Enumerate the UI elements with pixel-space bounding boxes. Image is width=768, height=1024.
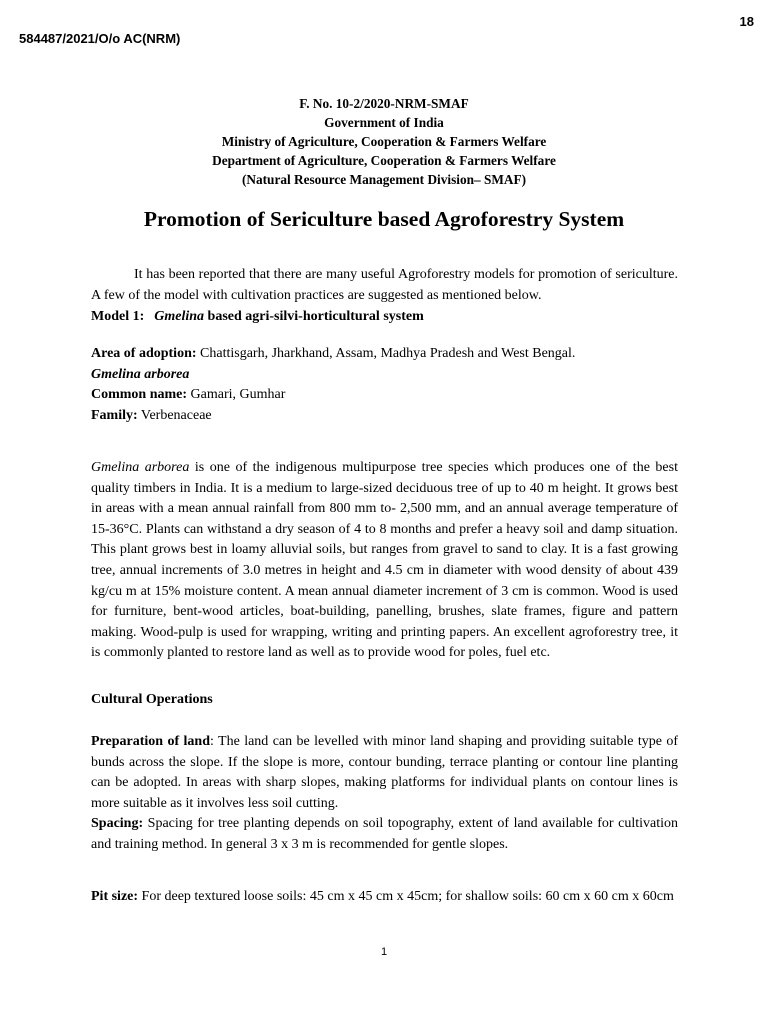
adoption-label: Area of adoption: xyxy=(91,346,197,361)
description-species: Gmelina arborea xyxy=(91,460,190,475)
model-species: Gmelina xyxy=(154,309,205,324)
model-heading xyxy=(91,307,678,328)
page-number-bottom: 1 xyxy=(380,946,388,958)
cultural-operations-section xyxy=(91,732,678,856)
family-value: Verbenaceae xyxy=(137,407,212,423)
common-value: Gamari, Gumhar xyxy=(187,387,286,403)
file-reference: 584487/2021/O/o AC(NRM) xyxy=(19,31,181,46)
ministry-line: Ministry of Agriculture, Cooperation & Farmers Welfare xyxy=(221,134,547,149)
division-line: (Natural Resource Management Division– SMAF) xyxy=(241,172,527,187)
pit-size-text: For deep textured loose soils: 45 cm x 45 cm x 45cm; for shallow soils: 60 cm x 60 cm x 60cm xyxy=(138,889,674,904)
preparation-text: : The land can be levelled with minor land shaping and providing suitable type of bunds across the slope. If the slope is more, contour bunding, terrace planting or contour line planting can be adopted. In areas with sharp slopes, making platforms for individual plants on contour lines is more suitable as it involves less soil cutting. xyxy=(91,734,678,811)
intro-paragraph: It has been reported that there are many useful Agroforestry models for promotion of sericulture. A few of the model with cultivation practices are suggested as mentioned below. xyxy=(91,267,678,303)
preparation-paragraph xyxy=(91,732,678,814)
species-facts xyxy=(91,344,678,426)
document-title: Promotion of Sericulture based Agroforestry System xyxy=(143,207,625,231)
model-rest: based agri-silvi-horticultural system xyxy=(204,309,424,324)
family-label: Family: xyxy=(91,407,138,423)
pit-size-label: Pit size: xyxy=(91,889,139,904)
preparation-label: Preparation of land xyxy=(91,734,210,749)
adoption-value: Chattisgarh, Jharkhand, Assam, Madhya Pradesh and West Bengal. xyxy=(196,346,576,361)
area-of-adoption xyxy=(91,344,678,365)
spacing-text: Spacing for tree planting depends on soil topography, extent of land available for cultivation and training method. In general 3 x 3 m is recommended for gentle slopes. xyxy=(91,816,678,852)
department-line: Department of Agriculture, Cooperation & Farmers Welfare xyxy=(212,153,556,168)
species-name: Gmelina arborea xyxy=(91,366,190,382)
pit-size-paragraph xyxy=(91,887,678,908)
common-label: Common name: xyxy=(91,387,188,403)
file-number: F. No. 10-2/2020-NRM-SMAF xyxy=(299,96,469,111)
family xyxy=(91,406,678,427)
spacing-paragraph xyxy=(91,814,678,855)
model-label: Model 1: xyxy=(91,309,145,324)
species-description xyxy=(91,458,678,664)
common-name xyxy=(91,385,678,406)
description-text: is one of the indigenous multipurpose tree species which produces one of the best quality timbers in India. It is a medium to large-sized deciduous tree of up to 40 m height. It grows best in areas with a mean annual rainfall from 800 mm to- 2,500 mm, and an annual average temperature of 15-36°C. Plants can withstand a dry season of 4 to 8 months and prefer a heavy soil and damp situation. This plant grows best in loamy alluvial soils, but ranges from gravel to sand to clay. It is a fast growing tree, annual increments of 3.0 metres in height and 4.5 cm in diameter with wood density of about 439 kg/cu m at 15% moisture content. A mean annual diameter increment of 3 cm is common. Wood is used for furniture, bent-wood articles, boat-building, panelling, brushes, slate frames, figure and pattern making. Wood-pulp is used for wrapping, writing and printing papers. An excellent agroforestry tree, it is commonly planted to restore land as well as to provide wood for poles, fuel etc. xyxy=(91,460,678,661)
government-line: Government of India xyxy=(324,115,444,130)
page-number-top: 18 xyxy=(739,14,754,29)
cultural-operations-heading: Cultural Operations xyxy=(91,692,213,707)
spacing-label: Spacing: xyxy=(91,816,144,832)
letterhead xyxy=(0,94,768,189)
